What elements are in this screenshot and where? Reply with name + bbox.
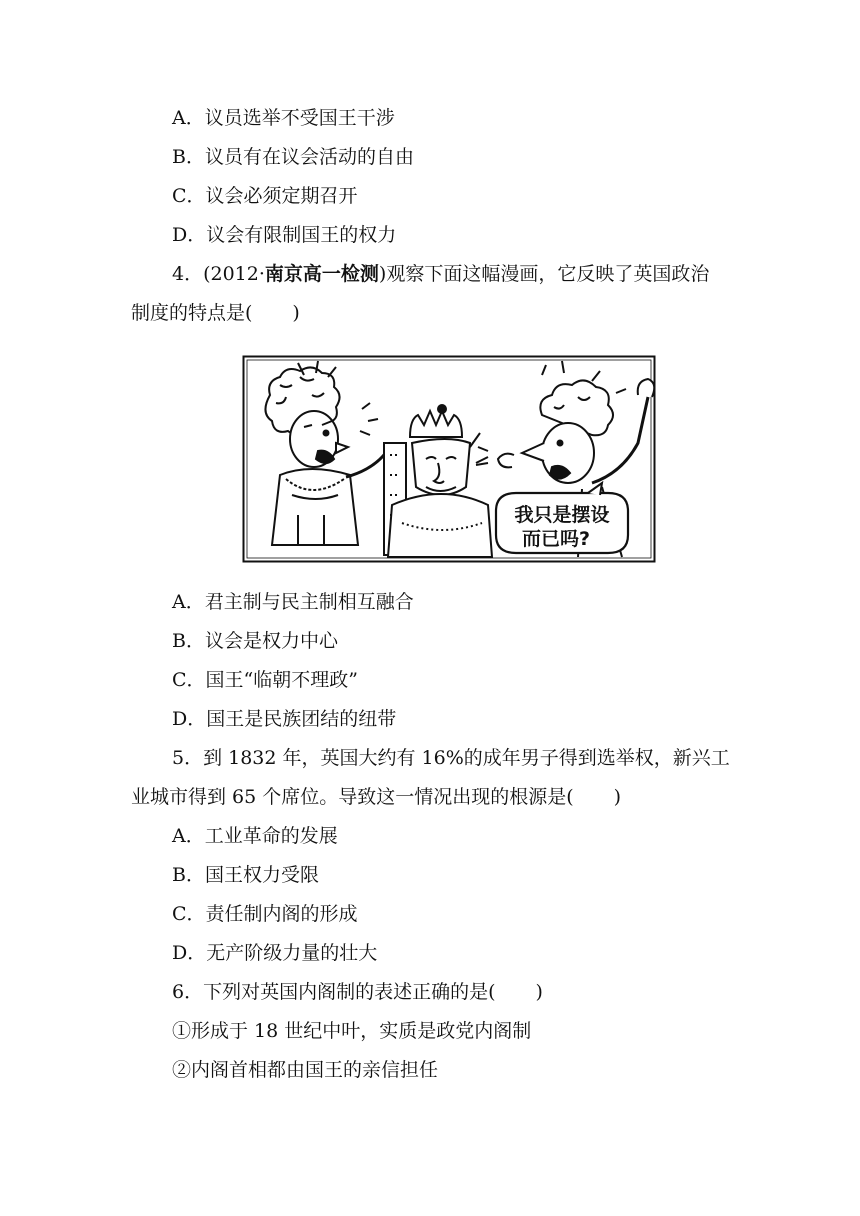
q4-number: 4． (172, 263, 204, 285)
q4-stem-line2-a: 制度的特点是( (131, 302, 253, 324)
q6-stem (172, 980, 543, 1004)
q3-option-b: B．议员有在议会活动的自由 (172, 146, 414, 168)
q4-stem-line2 (131, 301, 300, 325)
q3-option-a: A．议员选举不受国王干涉 (172, 107, 395, 129)
q4-stem-text: 观察下面这幅漫画，它反映了英国政治 (386, 263, 710, 285)
q6-item-1: ①形成于 18 世纪中叶，实质是政党内阁制 (172, 1020, 532, 1042)
q5-stem-line1: 5．到 1832 年，英国大约有 16%的成年男子得到选举权，新兴工 (172, 747, 730, 769)
q4-option-b: B．议会是权力中心 (172, 630, 338, 652)
q5-stem-line2-b: ) (613, 786, 622, 808)
q6-stem-b: ) (535, 981, 543, 1003)
q4-option-a: A．君主制与民主制相互融合 (172, 591, 414, 613)
q4-option-d: D．国王是民族团结的纽带 (172, 708, 397, 730)
political-cartoon-image (242, 355, 656, 563)
q3-option-d: D．议会有限制国王的权力 (172, 224, 397, 246)
q5-option-d: D．无产阶级力量的壮大 (172, 942, 378, 964)
q6-stem-a: 6．下列对英国内阁制的表述正确的是( (172, 981, 496, 1003)
q4-source-close: ) (378, 263, 387, 285)
cartoon-caption-line2: 而已吗? (521, 528, 591, 550)
q5-option-c: C．责任制内阁的形成 (172, 903, 358, 925)
q4-source-open: (2012· (203, 263, 265, 285)
q3-option-c: C．议会必须定期召开 (172, 185, 358, 207)
q6-item-2: ②内阁首相都由国王的亲信担任 (172, 1059, 439, 1081)
cartoon-caption-line1: 我只是摆设 (514, 504, 610, 526)
q4-option-c: C．国王“临朝不理政” (172, 669, 358, 691)
q4-stem-line1 (172, 262, 709, 286)
q4-stem-line2-b: ) (292, 302, 300, 324)
q5-option-a: A．工业革命的发展 (172, 825, 338, 847)
q4-source-name: 南京高一检测 (264, 263, 379, 285)
speech-bubble (496, 483, 628, 553)
q5-option-b: B．国王权力受限 (172, 864, 319, 886)
q5-stem-line2-a: 业城市得到 65 个席位。导致这一情况出现的根源是( (131, 786, 574, 808)
q5-stem-line2 (131, 785, 621, 809)
